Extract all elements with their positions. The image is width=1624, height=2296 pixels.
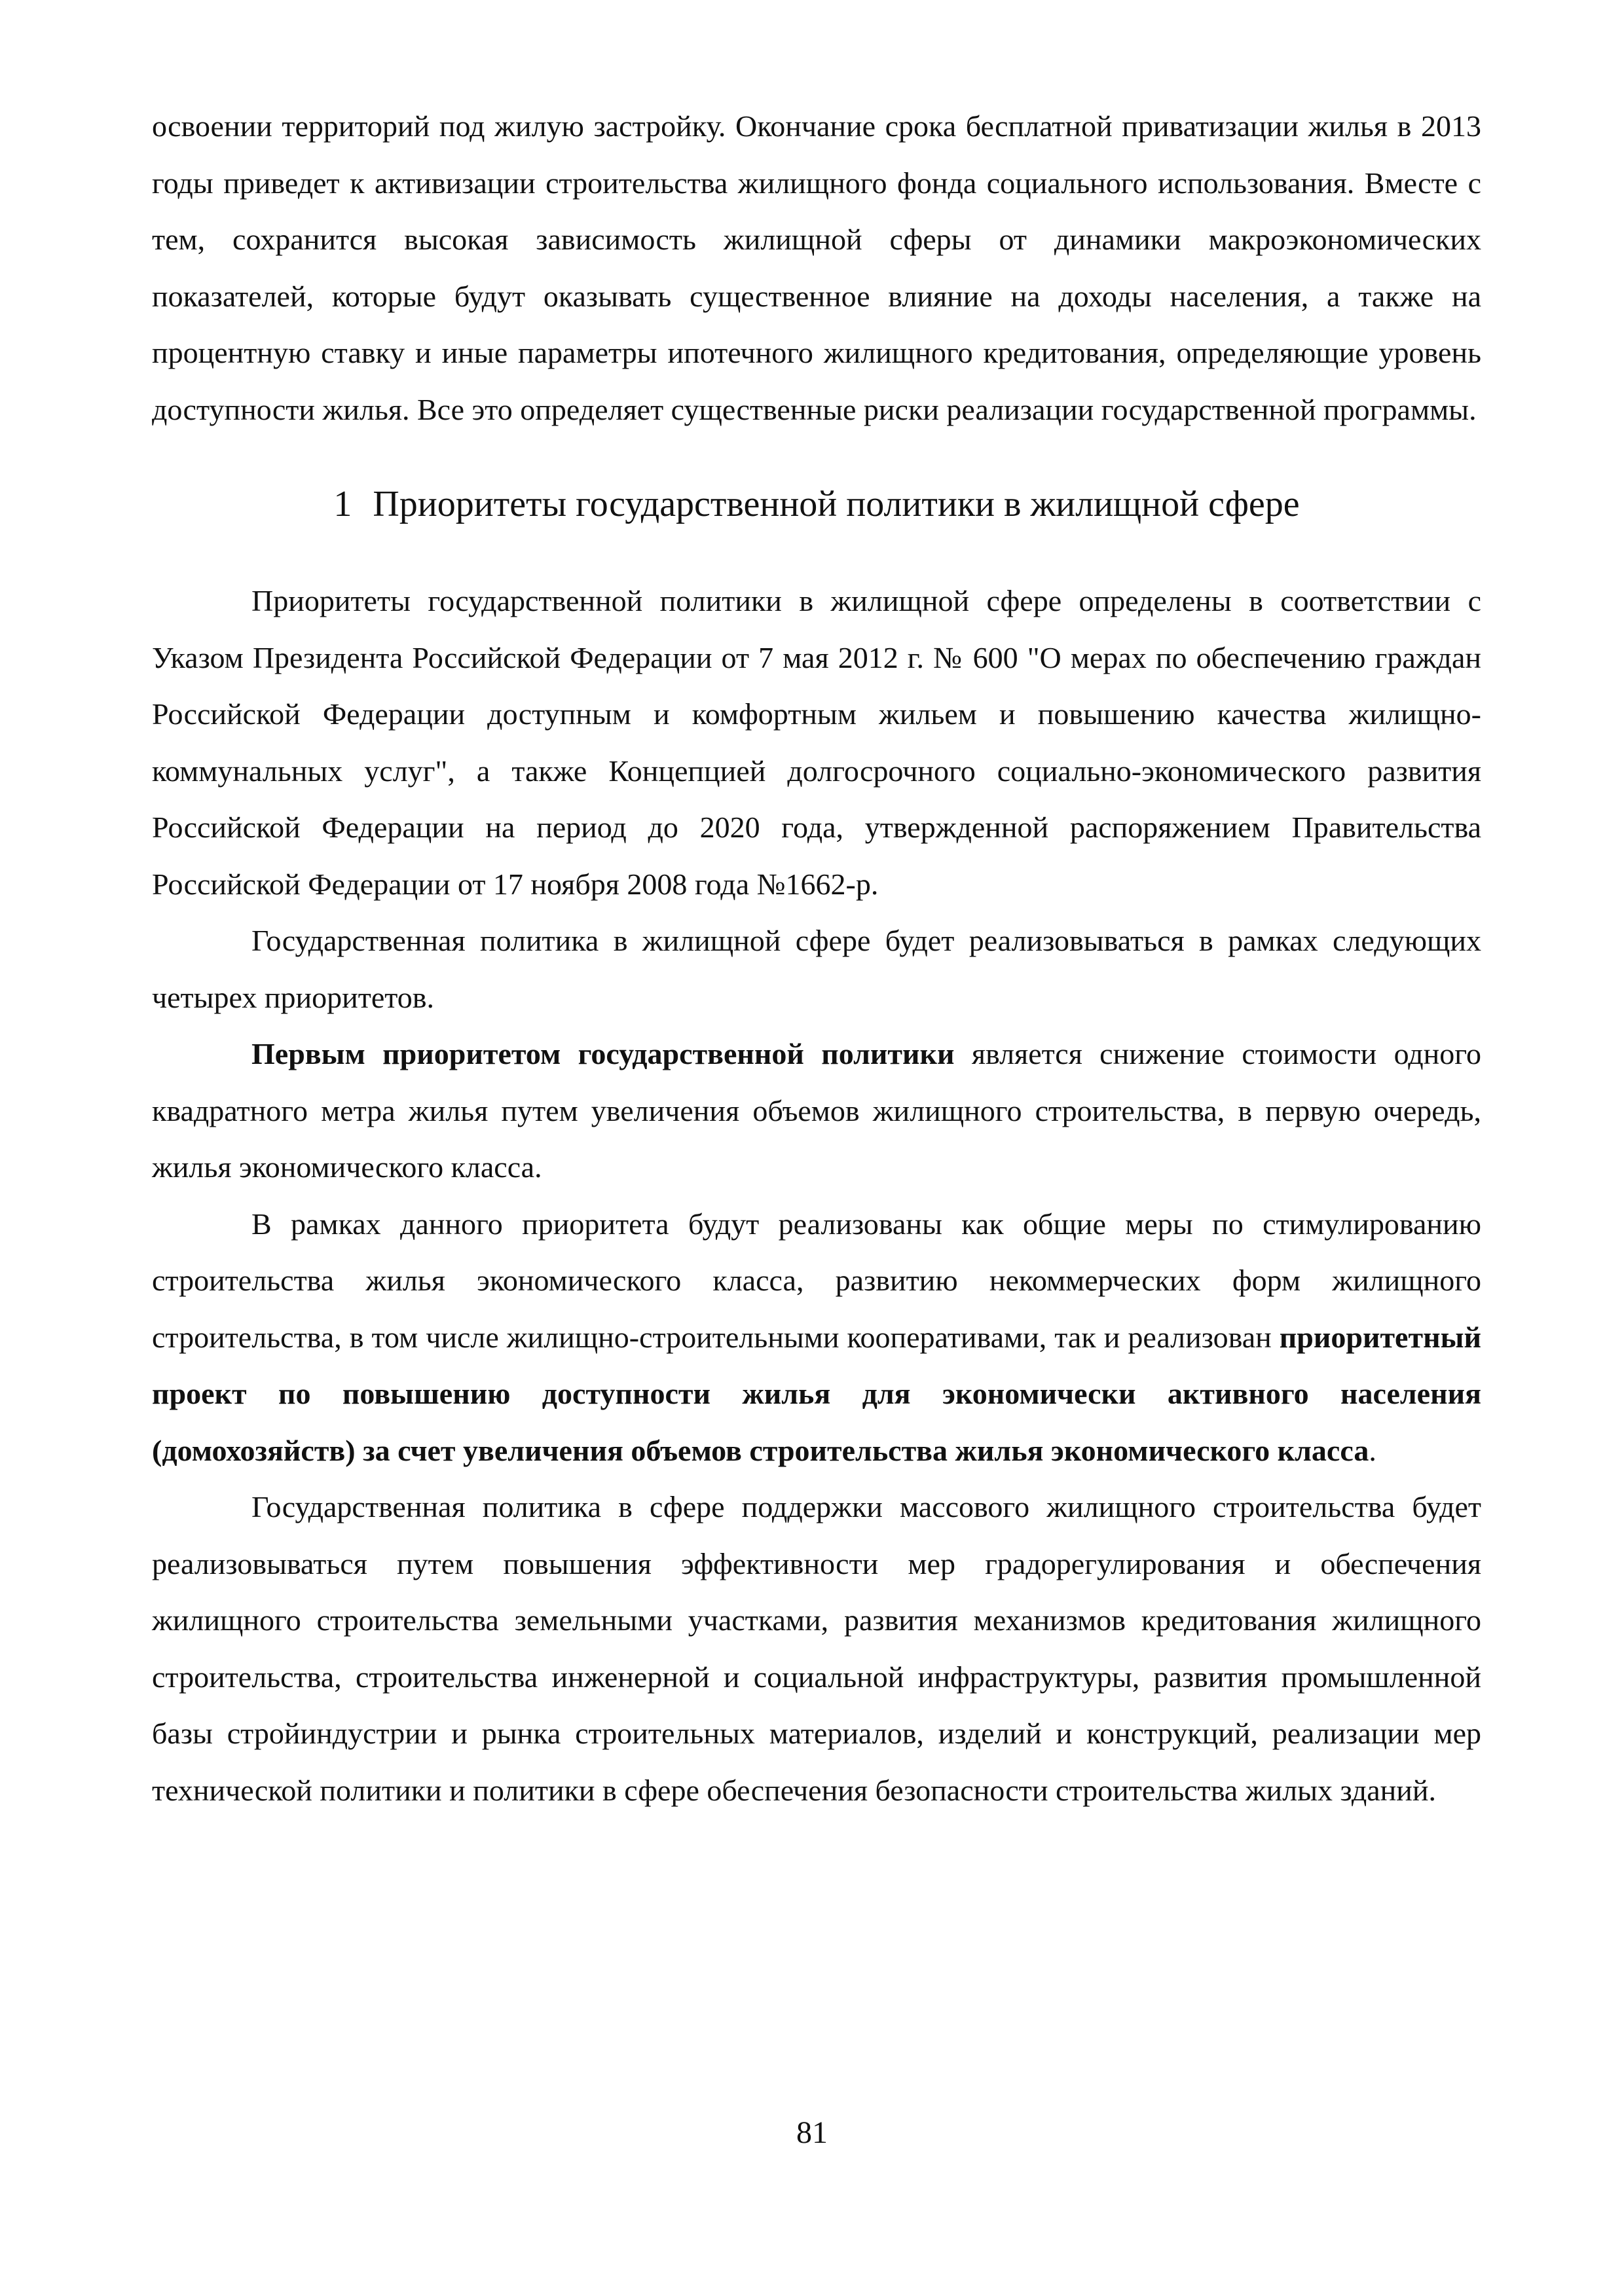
spacer xyxy=(152,438,1481,476)
first-priority-bold: Первым приоритетом государственной политики xyxy=(251,1037,955,1070)
intro-paragraph: освоении территорий под жилую застройку. Окончание срока бесплатной приватизации жилья в 2013 годы приведет к активизации строительства жилищного фонда социального использования. Вместе с тем, сохранится высокая зависимость жилищной сферы от динамики макроэкономических показателей, которые будут оказывать существенное влияние на доходы населения, а также на процентную ставку и иные параметры ипотечного жилищного кредитования, определяющие уровень доступности жилья. Все это определяет существенные риски реализации государственной программы. xyxy=(152,109,1481,426)
page-number: 81 xyxy=(796,2115,828,2150)
paragraph-four-priorities: Государственная политика в жилищной сфере будет реализовываться в рамках следующих четырех приоритетов. xyxy=(152,924,1481,1014)
priority-project-bold: приоритетный проект по повышению доступности жилья для экономически активного населения (домохозяйств) за счет увеличения объемов строительства жилья экономического класса xyxy=(152,1320,1481,1467)
section-title: Приоритеты государственной политики в жилищной сфере xyxy=(373,484,1300,524)
priority-measures-text: В рамках данного приоритета будут реализованы как общие меры по стимулированию строительства жилья экономического класса, развитию некоммерческих форм жилищного строительства, в том числе жилищно-строительными кооперативами, так и реализован xyxy=(152,1207,1481,1354)
paragraph-first-priority xyxy=(152,1026,1481,1196)
document-body xyxy=(152,98,1481,1819)
first-priority-text: является снижение стоимости одного квадратного метра жилья путем увеличения объемов жилищного строительства, в первую очередь, жилья экономического класса. xyxy=(152,1037,1481,1184)
spacer xyxy=(152,532,1481,573)
section-heading xyxy=(152,476,1481,532)
paragraph-mass-construction: Государственная политика в сфере поддержки массового жилищного строительства будет реализовываться путем повышения эффективности мер градорегулирования и обеспечения жилищного строительства земельными участками, развития механизмов кредитования жилищного строительства, строительства инженерной и социальной инфраструктуры, развития промышленной базы стройиндустрии и рынка строительных материалов, изделий и конструкций, реализации мер технической политики и политики в сфере обеспечения безопасности строительства жилых зданий. xyxy=(152,1490,1481,1807)
paragraph-priorities-basis: Приоритеты государственной политики в жилищной сфере определены в соответствии с Указом Президента Российской Федерации от 7 мая 2012 г. № 600 "О мерах по обеспечению граждан Российской Федерации доступным и комфортным жильем и повышению качества жилищно-коммунальных услуг", а также Концепцией долгосрочного социально-экономического развития Российской Федерации на период до 2020 года, утвержденной распоряжением Правительства Российской Федерации от 17 ноября 2008 года №1662-р. xyxy=(152,584,1481,901)
paragraph-priority-measures xyxy=(152,1196,1481,1480)
section-number: 1 xyxy=(333,484,352,524)
priority-measures-end: . xyxy=(1369,1433,1376,1467)
